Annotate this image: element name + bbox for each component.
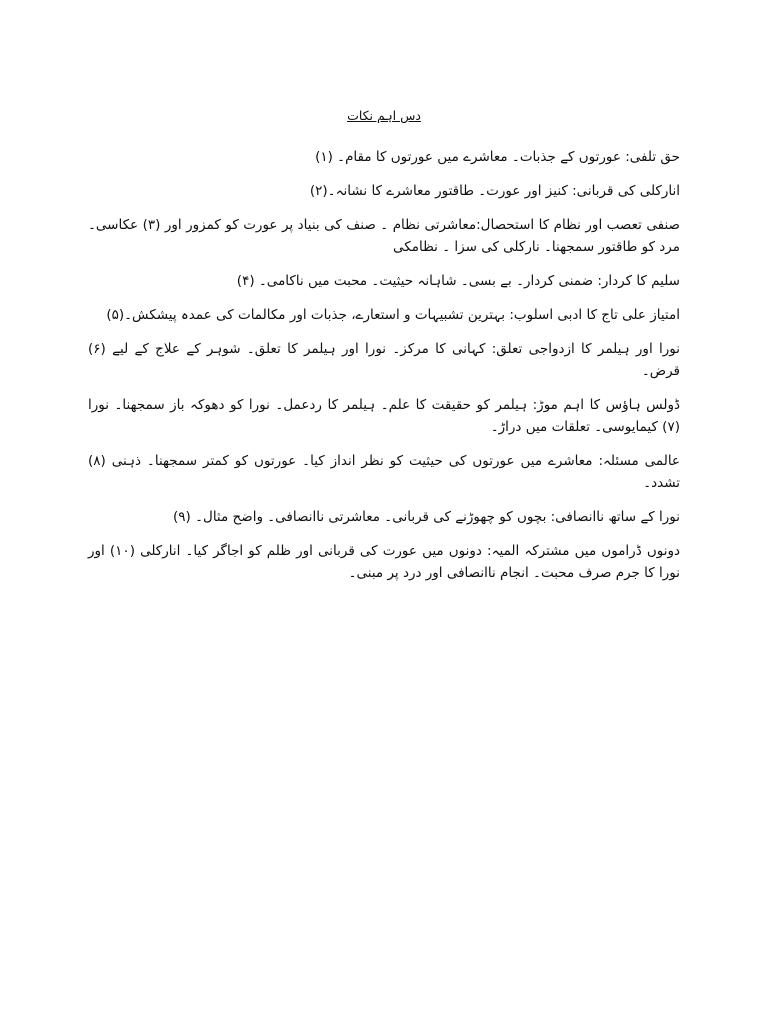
point-6: نورا اور ہیلمر کا ازدواجی تعلق: کہانی کا مرکز۔ نورا اور ہیلمر کا تعلق۔ شوہر کے علاج کے لیے (۶) قرض۔	[88, 341, 680, 379]
point-8: عالمی مسئلہ: معاشرے میں عورتوں کی حیثیت کو نظر انداز کیا۔ عورتوں کو کمتر سمجھنا۔ ذہنی (۸) تشدد۔	[88, 453, 680, 491]
point-3: صنفی تعصب اور نظام کا استحصال:معاشرتی نظام ۔ صنف کی بنیاد پر عورت کو کمزور اور (۳) عکاسی۔ مرد کو طاقتور سمجھنا۔ نارکلی کی سزا ۔ نظامکی	[88, 217, 681, 255]
page-title: دس اہم نکات	[347, 108, 421, 123]
point-9: نورا کے ساتھ ناانصافی: بچوں کو چھوڑنے کی قربانی۔ معاشرتی ناانصافی۔ واضح مثال۔ (۹)	[173, 509, 680, 525]
point-5: امتیاز علی تاج کا ادبی اسلوب: بہترین تشبیہات و استعارے، جذبات اور مکالمات کی عمدہ پیشکش۔(۵)	[106, 307, 680, 323]
point-2: انارکلی کی قربانی: کنیز اور عورت۔ طاقتور معاشرے کا نشانہ۔(۲)	[309, 183, 680, 199]
point-10: دونوں ڈراموں میں مشترکہ المیہ: دونوں میں عورت کی قربانی اور ظلم کو اجاگر کیا۔ انارکلی (۱۰) اور نورا کا جرم صرف محبت۔ انجام ناانصافی اور درد پر مبنی۔	[88, 543, 680, 581]
points-list	[88, 146, 680, 596]
point-7: ڈولس ہاؤس کا اہم موڑ: ہیلمر کو حقیقت کا علم۔ ہیلمر کا ردعمل۔ نورا کو دھوکہ باز سمجھنا۔ نورا (۷) کیمایوسی۔ تعلقات میں دراڑ۔	[88, 397, 680, 435]
point-1: حق تلفی: عورتوں کے جذبات۔ معاشرے میں عورتوں کا مقام۔ (۱)	[315, 149, 680, 165]
point-4: سلیم کا کردار: ضمنی کردار۔ بے بسی۔ شاہانہ حیثیت۔ محبت میں ناکامی۔ (۴)	[236, 273, 680, 289]
